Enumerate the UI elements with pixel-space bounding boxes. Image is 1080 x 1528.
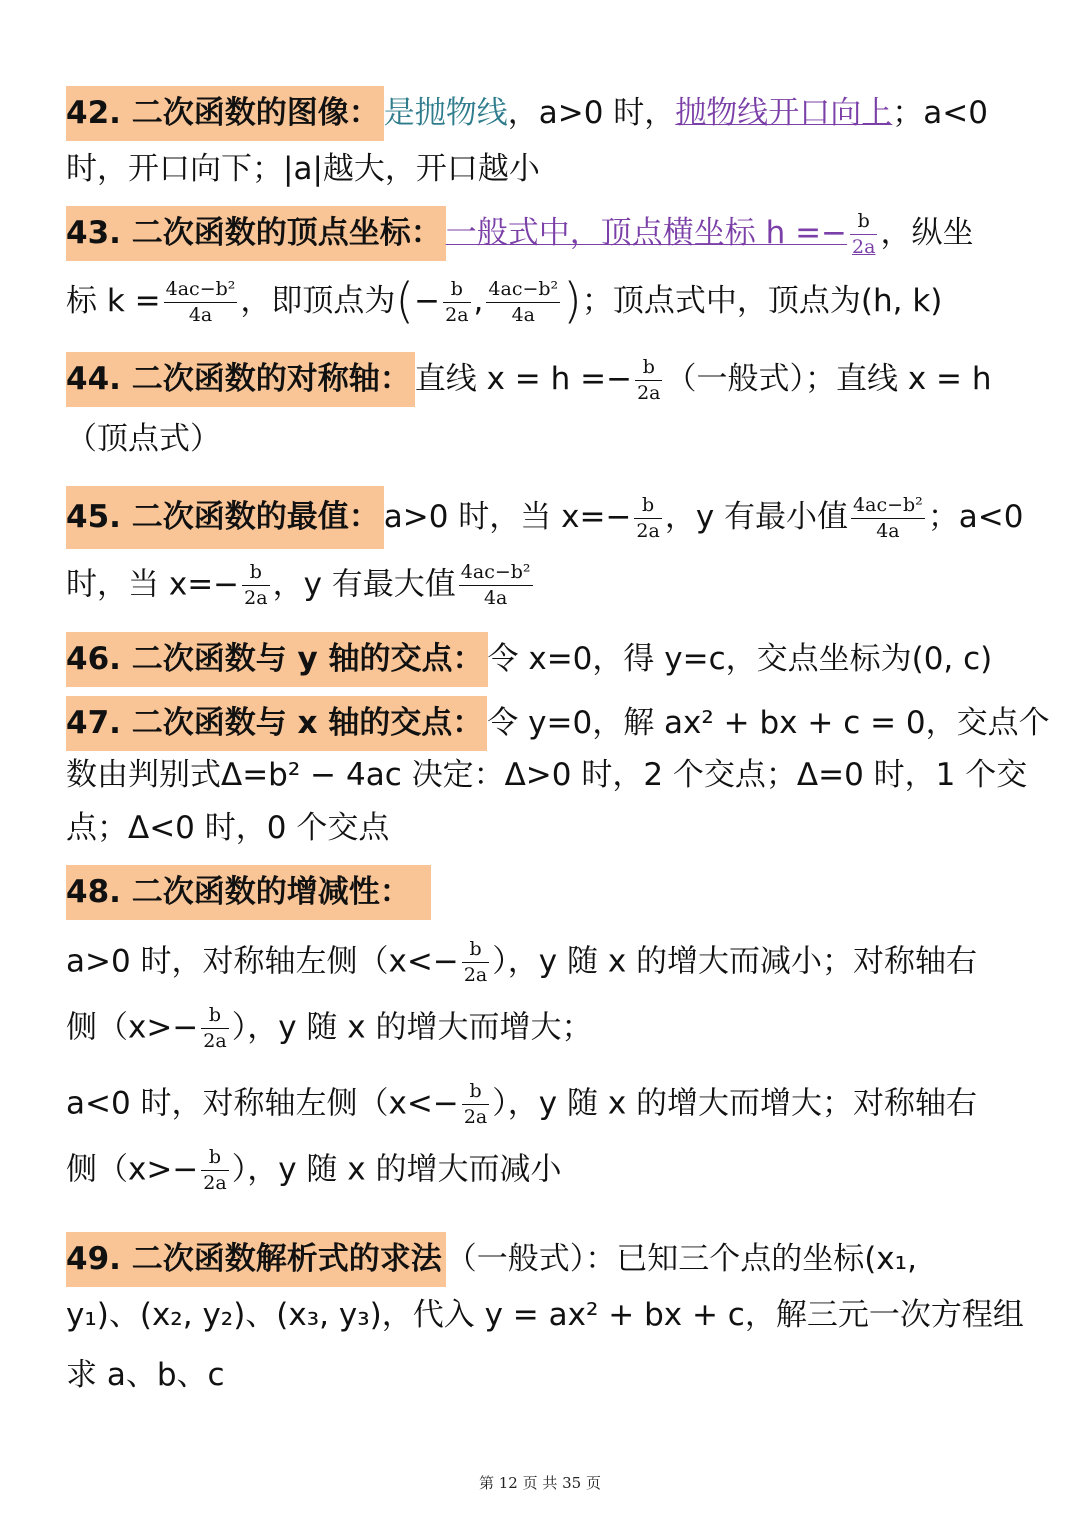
item-49-line-3: 求 a、b、c <box>66 1357 225 1393</box>
item-48-line-5 <box>66 1148 561 1194</box>
item-47-line-1 <box>66 696 1050 751</box>
fraction: $\frac{\text{4ac−b²}}{4a}$ <box>488 277 559 326</box>
item-48-text: a>0 时，对称轴左侧（x<− <box>66 943 459 980</box>
item-44-text: 直线 x = h =− <box>414 361 633 397</box>
item-48-text: ），y 随 x 的增大而增大；对称轴右 <box>492 1085 978 1122</box>
item-45-heading: 45. 二次函数的最值： <box>66 486 384 549</box>
item-46-heading: 46. 二次函数与 y 轴的交点： <box>66 632 488 687</box>
item-48-text: ），y 随 x 的增大而减小；对称轴右 <box>492 943 978 980</box>
item-48-text: ），y 随 x 的增大而减小 <box>231 1151 562 1188</box>
item-43-text: ；顶点式中，顶点为(h, k) <box>581 283 943 319</box>
item-49-text: （一般式）：已知三个点的坐标(x₁, <box>445 1241 917 1277</box>
item-48-text: 侧（x>− <box>66 1009 199 1046</box>
item-44-heading: 44. 二次函数的对称轴： <box>66 352 415 407</box>
item-44-line-1 <box>66 352 992 407</box>
item-42-line-2: 时，开口向下；|a|越大，开口越小 <box>66 151 540 187</box>
fraction: $\frac{b}{2a}$ <box>463 938 488 986</box>
fraction: $\frac{b}{2a}$ <box>637 355 661 404</box>
page-footer: 第 12 页 共 35 页 <box>478 1474 601 1492</box>
item-48-heading: 48. 二次函数的增减性： <box>66 865 431 920</box>
item-42-text: 是抛物线 <box>383 95 508 131</box>
fraction: $\frac{b}{2a}$ <box>244 561 268 609</box>
item-47-text: 令 y=0，解 ax² + bx + c = 0，交点个 <box>487 705 1050 741</box>
fraction: $\frac{b}{2a}$ <box>852 209 876 258</box>
item-47-line-3: 点；Δ<0 时，0 个交点 <box>66 810 390 846</box>
item-44-text: （一般式）；直线 x = h <box>665 361 992 397</box>
item-48-line-3 <box>66 1006 592 1052</box>
item-42-link: 抛物线开口向上 <box>675 95 893 131</box>
fraction: $\frac{b}{2a}$ <box>203 1146 227 1194</box>
fraction: $\frac{b}{2a}$ <box>463 1080 488 1128</box>
item-45-text: ，y 有最小值 <box>664 499 849 535</box>
item-46-line-1 <box>66 632 992 687</box>
item-42-line-1 <box>66 86 988 141</box>
item-43-line-1 <box>66 206 973 261</box>
item-48-line-2 <box>66 940 977 986</box>
item-44-line-2: （顶点式） <box>66 421 221 457</box>
item-48-text: a<0 时，对称轴左侧（x<− <box>66 1085 459 1122</box>
item-43-text: ，纵坐 <box>880 215 974 251</box>
item-46-text: 令 x=0，得 y=c，交点坐标为(0, c) <box>487 641 993 677</box>
fraction: $\frac{b}{2a}$ <box>636 493 660 542</box>
item-45-text: ；a<0 <box>927 499 1024 535</box>
item-47-heading: 47. 二次函数与 x 轴的交点： <box>66 696 487 751</box>
item-43-text: 标 k = <box>66 283 161 319</box>
item-48-text: ），y 随 x 的增大而增大； <box>231 1009 593 1046</box>
item-48-line-1 <box>66 865 431 920</box>
item-49-line-1 <box>66 1232 917 1287</box>
item-49-heading: 49. 二次函数解析式的求法 <box>66 1232 446 1287</box>
item-45-line-2 <box>66 563 536 609</box>
item-45-text: ，y 有最大值 <box>272 566 456 603</box>
item-49-line-2: y₁)、(x₂, y₂)、(x₃, y₃)，代入 y = ax² + bx + c，解三元一次方程组 <box>66 1297 1024 1333</box>
fraction: $\frac{\text{4ac−b²}}{4a}$ <box>165 277 236 326</box>
item-45-line-1 <box>66 486 1024 549</box>
item-42-text: ，a>0 时， <box>507 95 676 131</box>
fraction: $\frac{\text{4ac−b²}}{4a}$ <box>853 493 923 542</box>
fraction: $\frac{b}{2a}$ <box>445 277 469 326</box>
item-45-text: a>0 时，当 x=− <box>383 499 632 535</box>
item-43-line-2: 标 k = $\frac{\text{4ac−b²}}{4a}$ ，即顶点为(− $\frac{b}{2a}$ , $\frac{\text{4ac−b²}}{4a}$ )；顶点式中，顶点为(h, k) <box>66 273 943 329</box>
fraction: $\frac{\text{4ac−b²}}{4a}$ <box>460 561 531 609</box>
item-47-line-2: 数由判别式Δ=b² − 4ac 决定：Δ>0 时，2 个交点；Δ=0 时，1 个交 <box>66 757 1028 793</box>
item-43-link: 一般式中，顶点横坐标 h =− <box>445 215 848 251</box>
item-42-text: ；a<0 <box>892 95 988 131</box>
item-43-heading: 43. 二次函数的顶点坐标： <box>66 206 446 261</box>
item-42-heading: 42. 二次函数的图像： <box>66 86 384 141</box>
item-48-text: 侧（x>− <box>66 1151 199 1188</box>
item-43-text: ，即顶点为 <box>240 283 396 319</box>
fraction: $\frac{b}{2a}$ <box>203 1004 227 1052</box>
item-48-line-4 <box>66 1082 977 1128</box>
item-45-text: 时，当 x=− <box>66 566 240 603</box>
